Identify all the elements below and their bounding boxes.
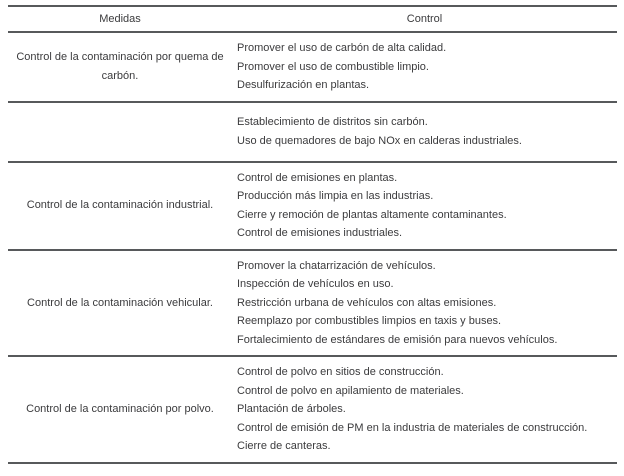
- measure-label: Control de la contaminación por quema de carbón.: [16, 51, 224, 82]
- control-item: Fortalecimiento de estándares de emisión para nuevos vehículos.: [237, 333, 558, 346]
- table-row-industrial: [8, 162, 617, 250]
- column-header-control: Control: [406, 13, 443, 25]
- measure-label: Control de la contaminación por polvo.: [26, 403, 214, 415]
- control-item: Control de emisión de PM en la industria de materiales de construcción.: [237, 421, 588, 434]
- control-item: Plantación de árboles.: [237, 403, 346, 415]
- control-item: Cierre de canteras.: [237, 440, 331, 452]
- control-item: Control de emisiones en plantas.: [237, 171, 398, 184]
- column-header-medidas: Medidas: [99, 13, 141, 25]
- control-item: Promover el uso de combustible limpio.: [237, 60, 429, 73]
- measure-label: Control de la contaminación industrial.: [26, 199, 214, 212]
- control-item: Inspección de vehículos en uso.: [237, 278, 394, 290]
- control-item: Reemplazo por combustibles limpios en taxis y buses.: [237, 315, 502, 327]
- control-item: Control de polvo en sitios de construcción.: [237, 366, 444, 378]
- controls-cell: [232, 356, 617, 463]
- measures-control-table: [8, 5, 617, 464]
- controls-cell: [232, 102, 617, 162]
- control-item: Desulfurización en plantas.: [237, 79, 370, 91]
- control-item: Establecimiento de distritos sin carbón.: [237, 116, 428, 128]
- controls-cell: [232, 162, 617, 250]
- control-item: Uso de quemadores de bajo NOx en calderas industriales.: [237, 134, 522, 147]
- control-item: Control de emisiones industriales.: [237, 227, 403, 239]
- table-row-coal-burning: [8, 32, 617, 102]
- measure-label: Control de la contaminación vehicular.: [27, 296, 213, 309]
- table-header-row: [8, 6, 617, 32]
- table-row-dust: [8, 356, 617, 463]
- measure-label: [8, 102, 232, 162]
- control-item: Promover el uso de carbón de alta calidad.: [237, 42, 447, 54]
- control-item: Promover la chatarrización de vehículos.: [237, 259, 436, 272]
- control-item: Cierre y remoción de plantas altamente contaminantes.: [237, 208, 507, 221]
- controls-cell: [232, 250, 617, 357]
- control-item: Restricción urbana de vehículos con altas emisiones.: [237, 296, 497, 309]
- control-item: Producción más limpia en las industrias.: [237, 190, 434, 202]
- controls-cell: [232, 32, 617, 102]
- table-row-vehicular: [8, 250, 617, 357]
- control-item: Control de polvo en apilamiento de materiales.: [237, 384, 464, 397]
- table-row-coal-districts: [8, 102, 617, 162]
